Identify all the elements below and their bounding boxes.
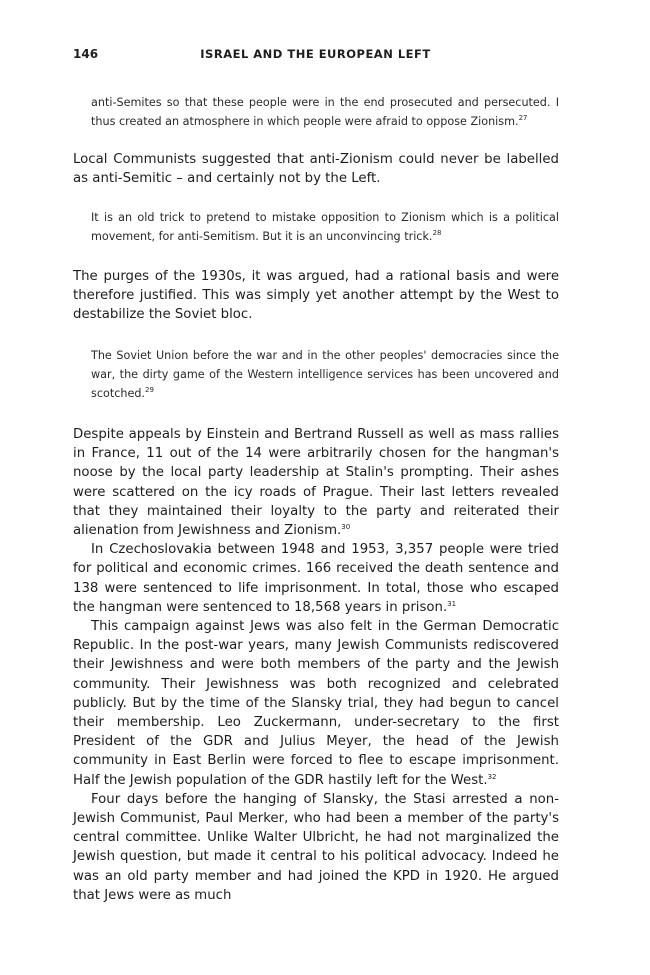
footnote-ref-30: 30 bbox=[341, 523, 351, 532]
footnote-ref-31: 31 bbox=[447, 599, 457, 608]
paragraph-1-text: Local Communists suggested that anti-Zionism could never be labelled as anti-Semitic – and certainly not by the Left. bbox=[73, 152, 559, 187]
block-quote-3 bbox=[91, 346, 559, 403]
footnote-ref-29: 29 bbox=[145, 386, 154, 394]
running-header bbox=[73, 47, 558, 67]
paragraph-4 bbox=[73, 540, 559, 617]
page-number: 146 bbox=[73, 47, 99, 61]
block-quote-2-text: It is an old trick to pretend to mistake opposition to Zionism which is a political movement, for anti-Semitism. But it is an unconvincing trick. bbox=[91, 211, 559, 243]
paragraph-3-text: Despite appeals by Einstein and Bertrand Russell as well as mass rallies in France, 11 out of the 14 were arbitrarily chosen for the hangman's noose by the local party leadership at Stalin's prompting. Their ashes were scattered on the icy roads of Prague. Their last letters revealed that they maintained their loyalty to the party and reiterated their alienation from Jewishness and Zionism. bbox=[73, 427, 559, 539]
paragraph-2-text: The purges of the 1930s, it was argued, had a rational basis and were therefore justified. This was simply yet another attempt by the West to destabilize the Soviet bloc. bbox=[73, 269, 559, 323]
paragraph-6 bbox=[73, 790, 559, 905]
paragraph-5-text: This campaign against Jews was also felt in the German Democratic Republic. In the post-war years, many Jewish Communists rediscovered their Jewishness and were both members of the party and the Jewish community. Their Jewishness was both recognized and celebrated publicly. But by the time of the Slansky trial, they had begun to cancel their membership. Leo Zuckermann, under-secretary to the first President of the GDR and Julius Meyer, the head of the Jewish community in East Berlin were forced to flee to escape imprisonment. Half the Jewish population of the GDR hastily left for the West. bbox=[73, 619, 559, 788]
paragraph-4-text: In Czechoslovakia between 1948 and 1953, 3,357 people were tried for political and economic crimes. 166 received the death sentence and 138 were sentenced to life imprisonment. In total, those who escaped the hangman were sentenced to 18,568 years in prison. bbox=[73, 542, 559, 615]
block-quote-1 bbox=[91, 93, 559, 131]
main-text bbox=[73, 425, 559, 905]
paragraph-2 bbox=[73, 267, 559, 325]
paragraph-5 bbox=[73, 617, 559, 790]
paragraph-1 bbox=[73, 150, 559, 188]
running-title: ISRAEL AND THE EUROPEAN LEFT bbox=[200, 47, 431, 61]
footnote-ref-28: 28 bbox=[432, 229, 442, 237]
block-quote-2 bbox=[91, 208, 559, 246]
block-quote-3-text: The Soviet Union before the war and in the other peoples' democracies since the war, the dirty game of the Western intelligence services has been uncovered and scotched. bbox=[91, 349, 559, 400]
paragraph-6-text: Four days before the hanging of Slansky, the Stasi arrested a non-Jewish Communist, Paul Merker, who had been a member of the party's central committee. Unlike Walter Ulbricht, he had not marginalized the Jewish question, but made it central to his political advocacy. Indeed he was an old party member and had joined the KPD in 1920. He argued that Jews were as much bbox=[73, 791, 559, 903]
paragraph-3 bbox=[73, 425, 559, 540]
footnote-ref-32: 32 bbox=[487, 772, 497, 781]
footnote-ref-27: 27 bbox=[518, 114, 528, 122]
block-quote-1-text: anti-Semites so that these people were in the end prosecuted and persecuted. I thus created an atmosphere in which people were afraid to oppose Zionism. bbox=[91, 96, 559, 128]
